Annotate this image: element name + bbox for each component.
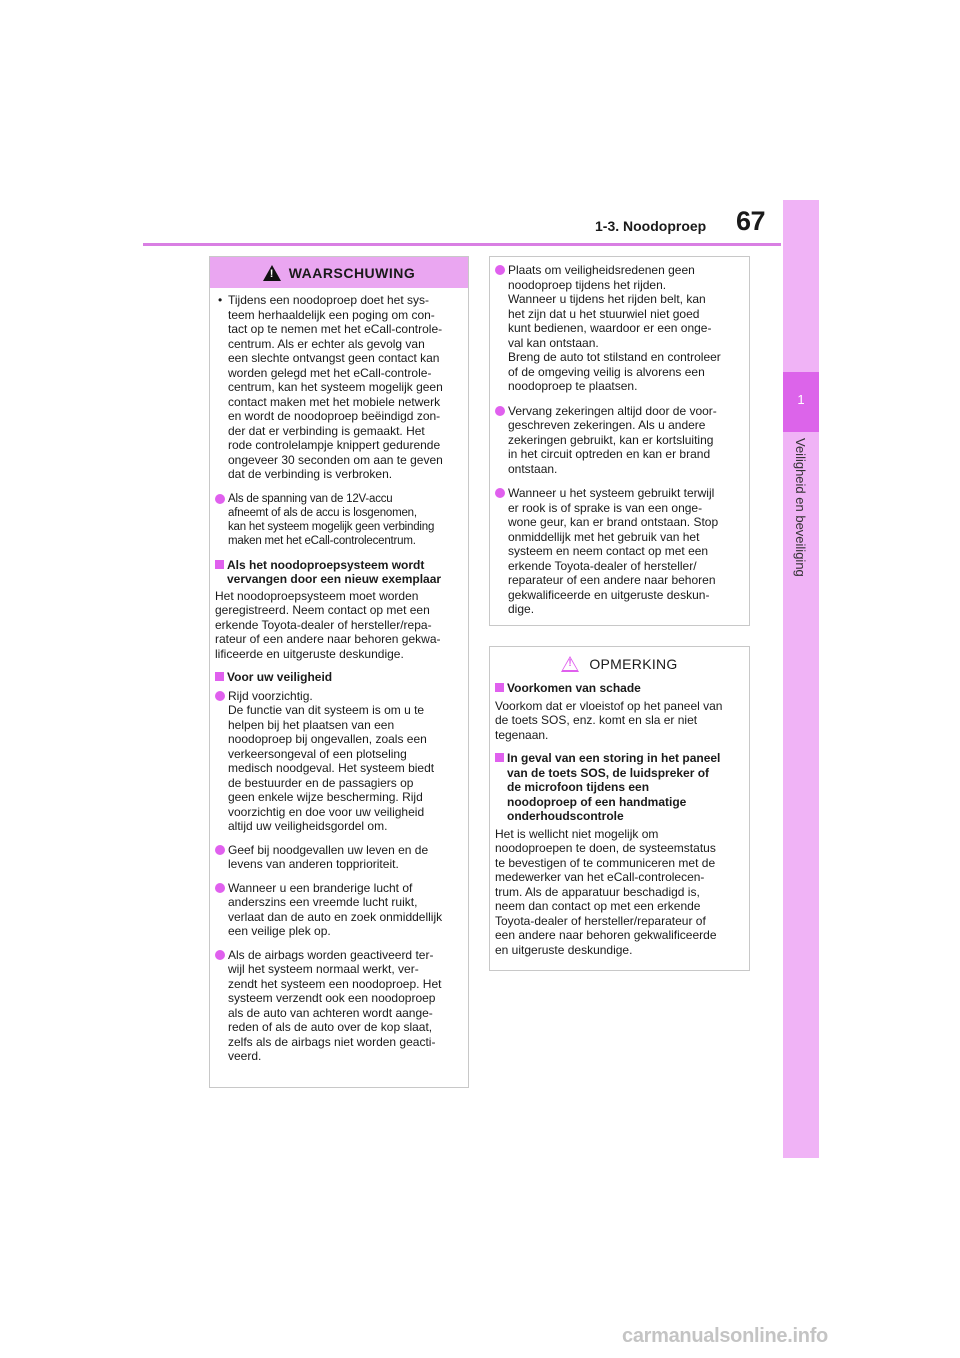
warning-item-smell-text: Wanneer u een branderige lucht of anderszins een vreemde lucht ruikt, verlaat dan de auto en zoek onmiddellijk een veilige plek op. xyxy=(228,880,443,938)
bullet-dot-icon xyxy=(215,883,225,893)
warning-continued-content xyxy=(495,263,745,617)
note-heading-damage-text: Voorkomen van schade xyxy=(507,681,641,695)
warning-item-accu xyxy=(215,492,463,548)
note-heading-fault-text: In geval van een storing in het paneel van de toets SOS, de luidspreker of de microfoon tijdens een noodoproep of een handmatige onderhoudscontrole xyxy=(507,751,721,823)
warning-item-drive-text: Rijd voorzichtig. De functie van dit systeem is om u te helpen bij het plaatsen van een noodoproep bij ongevallen, zoals een verkeersongeval of een plotseling medisch noodgeval. Het systeem biedt de bestuurder en de passagiers op geen enkele wijze bescherming. Rijd voorzichtig en doe voor uw veiligheid altijd uw veiligheidsgordel om. xyxy=(228,688,435,833)
warning-bullet-item xyxy=(215,293,463,482)
warning-content xyxy=(215,293,463,1064)
bullet-dot-icon xyxy=(215,494,225,504)
warning-heading-replace xyxy=(215,558,463,587)
bullet-dot-icon xyxy=(215,845,225,855)
warning-bullet-text: Tijdens een noodoproep doet het sys- teem herhaaldelijk een poging om con- tact op te nemen met het eCall-controle- centrum. Als er echter als gevolg van een slechte ontvangst geen contact kan worden gelegd met het eCall-controle- centrum, kan het systeem mogelijk geen contact maken met het mobiele netwerk en wordt de noodoproep beëindigd zon- der dat er verbinding is gemaakt. Het rode controlelampje knippert gedurende ongeveer 30 seconden om aan te geven dat de verbinding is verbroken. xyxy=(228,293,443,481)
note-heading-damage xyxy=(495,681,745,696)
page-number: 67 xyxy=(736,206,766,236)
warning-item-place-text: Plaats om veiligheidsredenen geen noodoproep tijdens het rijden. Wanneer u tijdens het rijden belt, kan het zijn dat u het stuurwiel niet goed kunt bedienen, waardoor er een onge- val kan ontstaan. Breng de auto tot stilstand en controleer of de omgeving veilig is alvorens een noodoproep te plaatsen. xyxy=(508,263,721,393)
warning-para-replace: Het noodoproepsysteem moet worden geregistreerd. Neem contact op met een erkende Toyota-dealer of hersteller/repa- rateur of een andere naar behoren gekwa- lificeerde en uitgeruste deskundige. xyxy=(215,588,441,661)
warning-item-smell xyxy=(215,881,463,939)
note-box xyxy=(489,646,750,971)
caution-triangle-icon xyxy=(561,656,579,672)
warning-item-priority-text: Geef bij noodgevallen uw leven en de levens van anderen topprioriteit. xyxy=(228,842,429,871)
chapter-title: Veiligheid en beveiliging xyxy=(793,438,808,577)
warning-heading-replace-text: Als het noodoproepsysteem wordt vervangen door een nieuw exemplaar xyxy=(227,557,442,586)
warning-box xyxy=(209,256,469,1088)
warning-title: WAARSCHUWING xyxy=(288,264,416,281)
bullet-square-icon xyxy=(215,560,224,569)
bullet-dot-icon xyxy=(495,406,505,416)
chapter-number: 1 xyxy=(797,392,805,407)
warning-item-priority xyxy=(215,843,463,872)
bullet-square-icon xyxy=(215,672,224,681)
note-title: OPMERKING xyxy=(589,656,678,672)
bullet-mark: • xyxy=(218,293,223,307)
warning-header xyxy=(210,257,468,288)
warning-item-stop-text: Wanneer u het systeem gebruikt terwijl er rook is of sprake is van een onge- wone geur, kan er brand ontstaan. Stop onmiddellijk met het gebruik van het systeem en neem contact op met een erkende Toyota-dealer of hersteller/ reparateur of een andere naar behoren gekwalificeerde en uitgeruste deskun- dige. xyxy=(508,486,719,616)
note-para-fault: Het is wellicht niet mogelijk om noodoproepen te doen, de systeemstatus te bevestigen of te communiceren met de medewerker van het eCall-controlecen- trum. Als de apparatuur beschadigd is, neem dan contact op met een erkende Toyota-dealer of hersteller/reparateur of een andere naar behoren gekwalificeerde en uitgeruste deskundige. xyxy=(495,826,717,957)
note-content xyxy=(495,681,745,957)
bullet-square-icon xyxy=(495,683,504,692)
warning-item-fuses xyxy=(495,404,745,477)
warning-item-place xyxy=(495,263,745,394)
section-title: 1-3. Noodoproep xyxy=(595,218,707,234)
warning-heading-safety-text: Voor uw veiligheid xyxy=(227,670,333,684)
warning-item-fuses-text: Vervang zekeringen altijd door de voor- geschreven zekeringen. Als u andere zekeringen gebruikt, kan er kortsluiting in het circuit optreden en kan er brand ontstaan. xyxy=(508,403,717,476)
footer-watermark: carmanualsonline.info xyxy=(622,1325,828,1347)
warning-continued-box xyxy=(489,256,750,626)
bullet-square-icon xyxy=(495,753,504,762)
warning-heading-safety xyxy=(215,670,463,685)
header-rule xyxy=(143,243,781,246)
chapter-side-strip xyxy=(783,200,819,1158)
note-header xyxy=(490,647,749,681)
bullet-dot-icon xyxy=(215,691,225,701)
warning-item-airbags-text: Als de airbags worden geactiveerd ter- wijl het systeem normaal werkt, ver- zendt het systeem een noodoproep. Het systeem verzendt ook een noodoproep als de auto van achteren wordt aange- reden of als de auto over de kop slaat, zelfs als de airbags niet worden geacti- veerd. xyxy=(228,947,442,1063)
warning-item-airbags xyxy=(215,948,463,1064)
bullet-dot-icon xyxy=(495,488,505,498)
bullet-dot-icon xyxy=(495,265,505,275)
warning-item-drive xyxy=(215,689,463,834)
warning-triangle-icon xyxy=(263,265,281,281)
warning-item-accu-text: Als de spanning van de 12V-accu afneemt of als de accu is losgenomen, kan het systeem mogelijk geen verbinding maken met het eCall-controlecentrum. xyxy=(228,492,435,547)
note-para-damage: Voorkom dat er vloeistof op het paneel van de toets SOS, enz. komt en sla er niet tegenaan. xyxy=(495,698,723,742)
warning-item-stop xyxy=(495,486,745,617)
bullet-dot-icon xyxy=(215,950,225,960)
note-heading-fault xyxy=(495,751,745,824)
